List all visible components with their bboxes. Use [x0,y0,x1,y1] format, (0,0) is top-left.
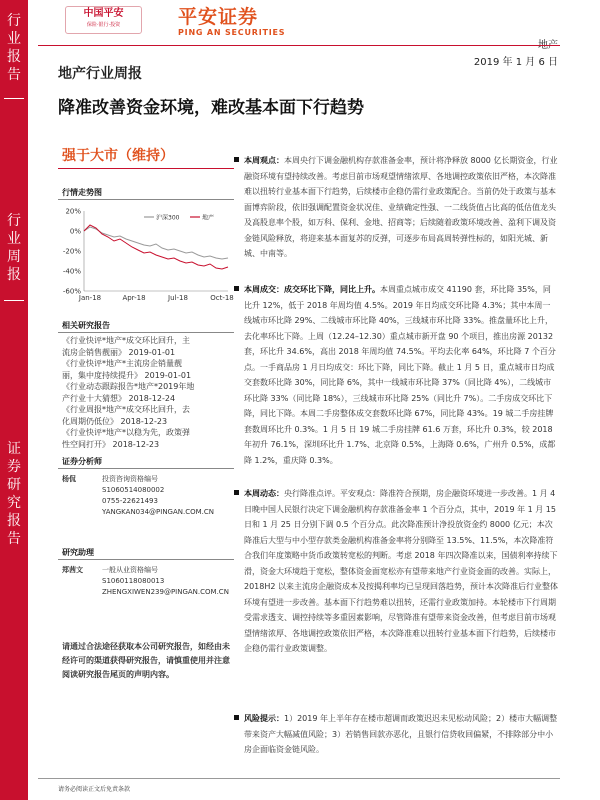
legend-label: 沪深300 [156,214,180,222]
bullet-square [234,490,239,495]
section-weekly-transactions [244,282,558,468]
section-lead: 本周成交：成交环比下降，同比上升。 [244,285,380,294]
sidebar [0,0,28,800]
sidebar-report-type [0,212,28,284]
sidebar-char: 业 [7,31,21,47]
section-lead: 本周观点： [244,156,284,165]
sidebar-report-category [0,12,28,84]
y-tick-label: 20% [65,207,81,216]
related-report-line: 化周期仍低位》 2018-12-23 [62,416,168,426]
sidebar-report-label [0,440,28,548]
sidebar-divider [4,300,24,301]
assistant-block [62,565,238,613]
sidebar-char: 究 [7,495,21,511]
related-reports-list [62,335,237,450]
related-report-line: 《行业快评*地产*以稳为先，政策弹 [62,428,190,437]
sidebar-char: 证 [7,441,21,457]
sidebar-char: 告 [7,531,21,547]
section-risk-warning [244,711,558,758]
assistant-name: 郑茜文 [62,566,83,574]
series-line-csi300 [84,227,228,259]
sidebar-char: 券 [7,459,21,475]
logo-text: 中国平安 [83,8,124,19]
x-tick-label: Jan-18 [78,294,102,302]
x-tick-label: Jul-18 [168,294,188,302]
related-reports-title: 相关研究报告 [62,321,110,330]
sidebar-char: 报 [7,267,21,283]
assistant-info-line: 一般从业资格编号 [102,566,158,574]
analyst-info-line: YANGKAN034@PINGAN.COM.CN [102,508,215,516]
logo-subtext: 保险·银行·投资 [86,22,121,28]
section-text: 1）2019 年上半年存在楼市超调而政策迟迟未见松动风险；2）楼市大幅调整带来资产大幅减值风险；3）若销售回款亦恶化，且银行信贷收回偏紧，不排除部分中小房企面临资金链风险。 [244,714,558,754]
brand-name-en: PING AN SECURITIES [178,28,286,37]
related-report-line: 产行业十大猜想》 2018-12-24 [62,393,176,403]
y-tick-label: -20% [62,247,81,256]
market-trend-chart [58,205,234,309]
x-tick-label: Oct-18 [210,294,234,302]
disclaimer: 请通过合法途径获取本公司研究报告，如经由未经许可的渠道获得研究报告，请慎重使用并注意阅读研究报告尾页的声明内容。 [62,642,230,679]
series-line-real-estate [84,225,228,269]
legend-label: 地产 [202,214,215,222]
y-tick-label: -60% [62,287,81,296]
brand-name [178,6,285,38]
rating-rule [58,168,234,169]
assistant-info [102,565,238,598]
sidebar-char: 告 [7,67,21,83]
sidebar-char: 行 [7,13,21,29]
sidebar-char: 周 [7,249,21,265]
assistant-section-title: 研究助理 [62,548,94,557]
analyst-info-line: 0755-22621493 [102,497,158,505]
analyst-info-line: S1060514080002 [102,486,165,494]
analyst-info [102,474,238,518]
brand-name-cn: 平安证券 [178,6,259,28]
analyst-block [62,474,238,522]
industry-label: 地产 [538,40,558,51]
y-tick-label: 0% [69,227,81,236]
rating: 强于大市（维持） [62,148,174,164]
related-report-line: 《行业周报*地产*成交环比回升，去 [62,405,190,414]
related-report-line: 《行业快评*地产*成交环比回升，主 [62,336,190,345]
section-text: 本周央行下调金融机构存款准备金率，预计将净释放 8000 亿长期资金，行业融资环境有望持续改善。考虑目前市场观望情绪浓厚、各地调控政策依旧严格，本次降准难以扭转行业基本面下行趋势，后续楼市企稳仍需行业政策配合。当前仍处于政策与基本面博弈阶段，依旧强调配置资金状况佳、业绩确定性强、一二线货值占比高的低估值龙头及高股息率个股，如万科、保利、金地、招商等；后续随着政策环境改善、盈利下调及资金链风险释放，将迎来基本面复苏的反弹，可逐步布局高周转弹性标的，如阳光城、新城、中南等。 [244,156,558,258]
section-lead: 风险提示： [244,714,284,723]
sidebar-char: 业 [7,231,21,247]
sidebar-char: 报 [7,49,21,65]
section-text: 本周重点城市成交 41190 套，环比降 35%，同比升 12%，低于 2018 年周均值 4.5%。2019 年日均成交环比降 4.3%；其中本周一线城市环比降 29%、二线城市环比降 40%，三线城市环比降 33%。推盘量环比上升，去化率环比下降。上周（12.24–12.30）重点城市新开盘 90 个项目，推出房源 20132 套，环比升 34.6%，高出 2018 年周均值 74.5%。平均去化率 64%，环比降 7 个百分点。一手商品房 1 月日均成交：环比下降，同比下降。截止 1 月 5 日，重点城市日均成交套数环比降 30%，同比降 6%，其中一线城市环比降 37%（同比降 4%），二线城市环比降 33%（同比降 18%），三线城市环比降 25%（同比升 7%）。二手房成交环比下降，同比下降。本周二手房整体成交套数环比降 67%，同比降 43%。19 城二手房挂牌套数周环比升 0.3%。1 月 5 日 19 城二手房挂牌 61.6 万套，环比升 0.3%，较 2018 年初升 76.1%，深圳环比升 1.7%、北京降 0.5%，上海降 0.6%，广州升 0.5%，成都降 1.2%，重庆降 0.3%。 [244,285,556,465]
pingan-logo [65,6,142,34]
sidebar-char: 研 [7,477,21,493]
bullet-square [234,157,239,162]
footer-rule [38,778,560,779]
assistant-info-line: ZHENGXIWEN239@PINGAN.COM.CN [102,588,229,596]
chart-section-title: 行情走势图 [62,188,102,197]
bullet-square [234,286,239,291]
report-type: 地产行业周报 [58,66,142,82]
section-rule [58,559,234,560]
footer-note: 请务必阅读正文后免责条款 [58,786,131,793]
section-lead: 本周动态： [244,489,284,498]
related-report-line: 《行业快评*地产*主流房企销量靓 [62,359,182,368]
headline: 降准改善资金环境，难改基本面下行趋势 [58,98,364,118]
analyst-name: 杨侃 [62,475,76,483]
related-report-line: 丽，集中度持续提升》 2019-01-01 [62,370,192,380]
section-text: 央行降准点评。平安观点：降准符合预期，房企融资环境进一步改善。1 月 4 日晚中国人民银行决定下调金融机构存款准备金率 1 个百分点，其中，2019 年 1 月 15 日和 1 月 25 日分别下调 0.5 个百分点。此次降准预计净投放资金约 8000 亿元；本次降准后大型与中小型存款类金融机构准备金率将分别降至 13.5%、11.5%，本次降准符合我们年度策略中货币政策转宽松的判断。考虑 2018 年四次降准以来，国债利率持续下滑，资金大环境趋于宽松，整体资金面宽松亦有望带来地产行业资金面的改善。实际上，2018H2 以来主流房企融资成本及按揭利率均已呈现回落趋势，预计本次降准后行业整体环境有望进一步改善。基本面下行趋势难以扭转，还需行业政策加持。本轮楼市下行周期受需求透支、调控持续等多重因素影响，尽管降准有望带来资金改善，但考虑目前市场观望情绪浓厚、各地调控政策依旧严格，本次降准难以扭转行业基本面下行趋势，后续楼市企稳仍需行业政策调整。 [244,489,559,653]
report-date: 2019 年 1 月 6 日 [473,57,558,68]
header-rule [38,45,560,46]
section-weekly-view [244,153,558,262]
sidebar-char: 行 [7,213,21,229]
related-report-line: 流房企销售靓丽》 2019-01-01 [62,347,176,357]
related-report-line: 《行业动态跟踪报告*地产*2019年地 [62,382,195,391]
analyst-section-title: 证券分析师 [62,457,102,466]
analyst-info-line: 投资咨询资格编号 [102,475,158,483]
section-rule [58,468,234,469]
section-rule [58,199,234,200]
bullet-square [234,715,239,720]
section-rule [58,332,234,333]
sidebar-divider [4,98,24,99]
y-tick-label: -40% [62,267,81,276]
section-weekly-dynamics [244,486,558,657]
sidebar-char: 报 [7,513,21,529]
x-tick-label: Apr-18 [122,294,146,302]
related-report-line: 性空间打开》 2018-12-23 [62,439,160,449]
assistant-info-line: S1060118080013 [102,577,165,585]
